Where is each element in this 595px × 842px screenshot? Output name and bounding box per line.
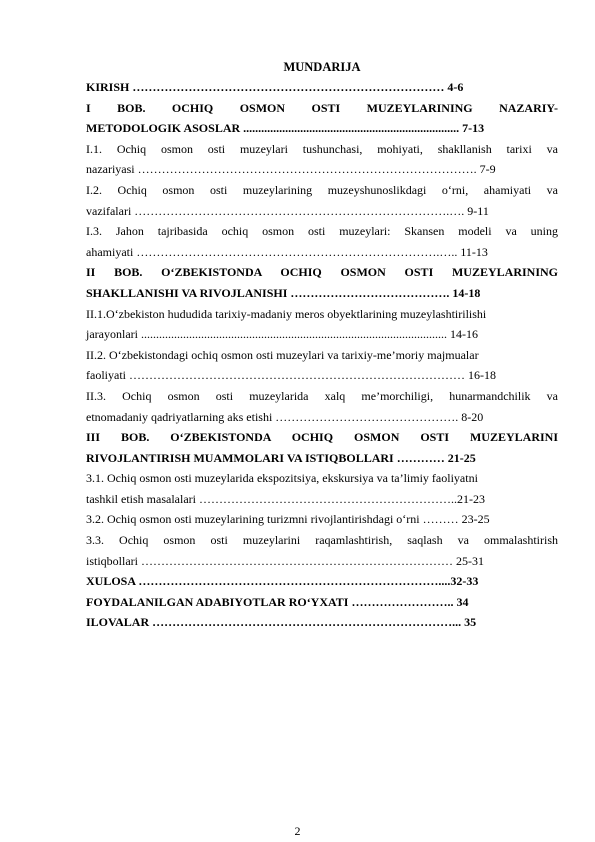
- toc-line: II.1.O‘zbekiston hududida tarixiy-madaniy meros obyektlarining muzeylashtirilishi: [86, 306, 487, 321]
- toc-line: II.3. Ochiq osmon osti muzeylarida xalq me’morchiligi, hunarmandchilik va: [86, 388, 558, 403]
- toc-line: istiqbollari …………………………………………………………………… 25-31: [86, 553, 484, 568]
- toc-line: RIVOJLANTIRISH MUAMMOLARI VA ISTIQBOLLARI ………… 21-25: [86, 450, 476, 465]
- toc-lines: [86, 77, 558, 633]
- toc-line: nazariyasi …………………………………………………………………………. 7-9: [86, 162, 496, 177]
- toc-line: SHAKLLANISHI VA RIVOJLANISHI …………………………………. 14-18: [86, 285, 481, 300]
- toc-line: METODOLOGIK ASOSLAR ........................................................................ 7-13: [86, 121, 485, 136]
- toc-line: I.3. Jahon tajribasida ochiq osmon osti muzeylari: Skansen modeli va uning: [86, 224, 558, 239]
- toc-line: ahamiyati ………………………………………………………………….….. 11-13: [86, 244, 488, 259]
- toc-line: etnomadaniy qadriyatlarning aks etishi ………………………………………. 8-20: [86, 409, 484, 424]
- toc-line: I.1. Ochiq osmon osti muzeylari tushunchasi, mohiyati, shakllanish tarixi va: [86, 141, 558, 156]
- toc-line: I BOB. OCHIQ OSMON OSTI MUZEYLARINING NAZARIY-: [86, 100, 558, 115]
- toc-line: vazifalari …………………………………………………………………….…. 9-11: [86, 203, 489, 218]
- page-number: 2: [294, 824, 301, 838]
- toc-line: II.2. O‘zbekistondagi ochiq osmon osti muzeylari va tarixiy-me’moriy majmualar: [86, 347, 479, 362]
- toc-line: 3.3. Ochiq osmon osti muzeylarini raqamlashtirish, saqlash va ommalashtirish: [86, 533, 558, 548]
- page-title: MUNDARIJA: [283, 60, 361, 74]
- toc-line: 3.1. Ochiq osmon osti muzeylarida ekspozitsiya, ekskursiya va ta’limiy faoliyatni: [86, 471, 478, 486]
- toc-line: jarayonlari ...................................................................................................... 14-16: [86, 327, 478, 342]
- toc-line: tashkil etish masalalari ………………………………………………………..21-23: [86, 491, 485, 506]
- toc-line: faoliyati ………………………………………………………………………… 16-18: [86, 368, 496, 383]
- toc-line: ILOVALAR …………………………………………………………………... 35: [86, 615, 477, 630]
- toc-line: II BOB. O‘ZBEKISTONDA OCHIQ OSMON OSTI MUZEYLARINING: [86, 265, 558, 280]
- toc-line: FOYDALANILGAN ADABIYOTLAR RO‘YXATI …………………….. 34: [86, 594, 469, 609]
- toc-line: I.2. Ochiq osmon osti muzeylarining muzeyshunoslikdagi o‘rni, ahamiyati va: [86, 182, 558, 197]
- toc-line: 3.2. Ochiq osmon osti muzeylarining turizmni rivojlantirishdagi o‘rni ……… 23-25: [86, 512, 490, 527]
- table-of-contents: [86, 58, 558, 633]
- toc-line: KIRISH …………………………………………………………………… 4-6: [86, 80, 464, 94]
- toc-line: XULOSA …………………………………………………………………....32-33: [86, 574, 479, 589]
- toc-line: III BOB. O‘ZBEKISTONDA OCHIQ OSMON OSTI MUZEYLARINI: [86, 430, 558, 445]
